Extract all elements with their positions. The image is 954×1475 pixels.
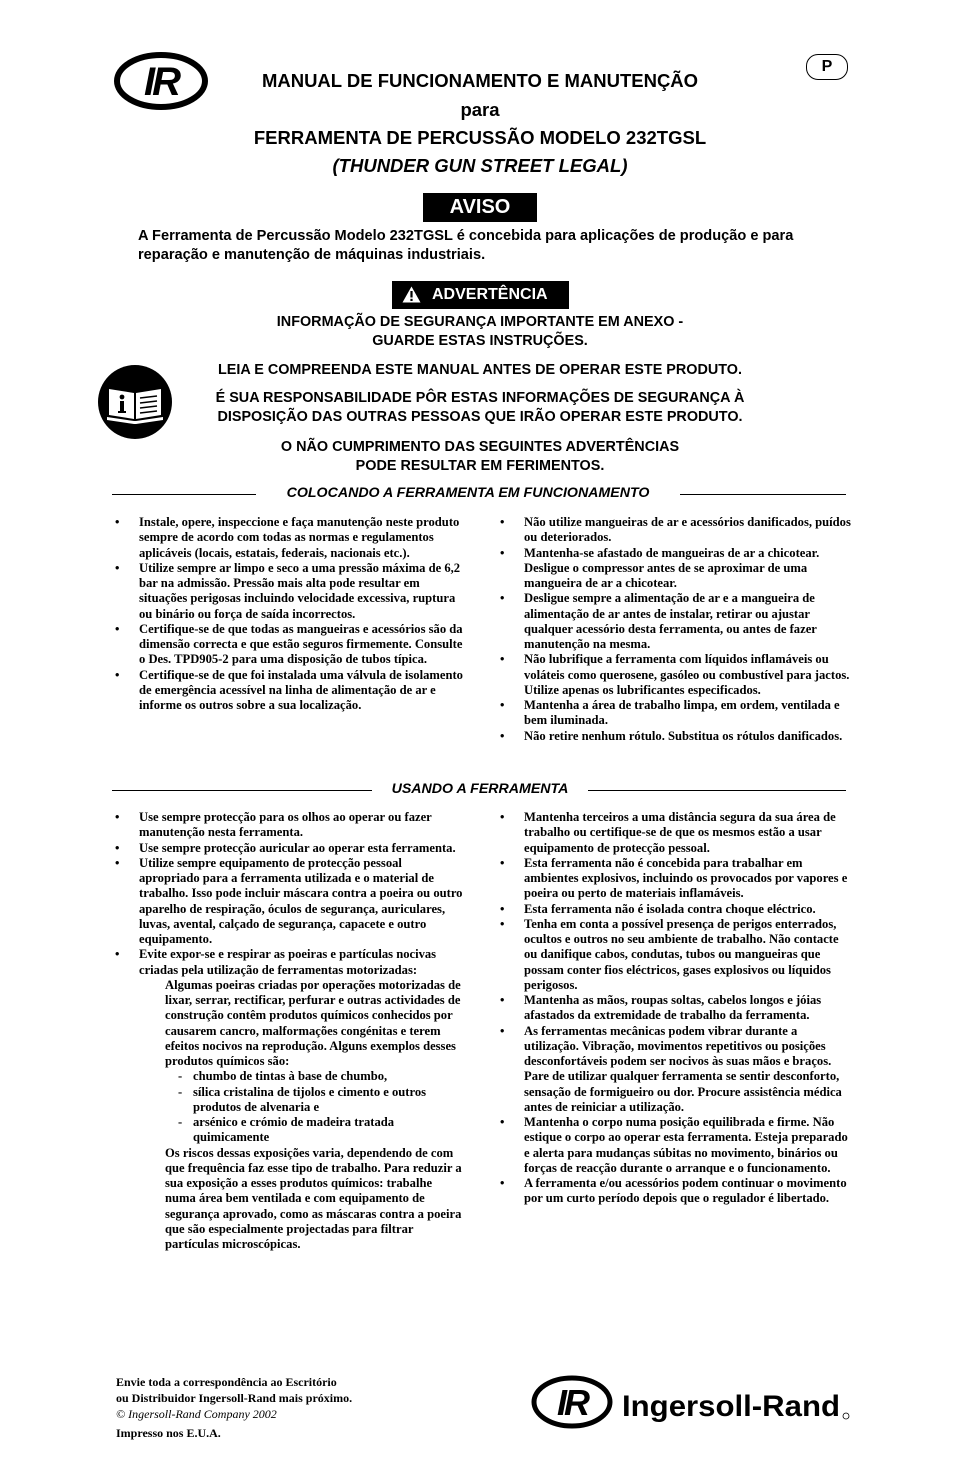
advertencia-label: ADVERTÊNCIA — [432, 286, 548, 303]
list-item: • Mantenha a área de trabalho limpa, em ordem, ventilada e bem iluminada. — [500, 698, 852, 729]
list-item: • Mantenha as mãos, roupas soltas, cabelos longos e jóias afastados da extremidade de trabalho da ferramenta. — [500, 993, 852, 1024]
brand-name-text: Ingersoll-Rand — [622, 1390, 840, 1423]
section-title-usando: USANDO A FERRAMENTA — [372, 781, 588, 797]
list-item: • Utilize sempre equipamento de protecção pessoal apropriado para a ferramenta utilizada e o material de trabalho. Isso pode incluir máscara contra a poeira ou outro aparelho de respiração, óculos de segurança, auriculares, luvas, avental, calçado de segurança, capacete e outro equipamento. — [115, 856, 463, 948]
ingersoll-rand-brand-logo — [530, 1370, 852, 1434]
footer-line-2: ou Distribuidor Ingersoll-Rand mais próximo. — [116, 1391, 353, 1405]
section1-right-list — [500, 515, 852, 744]
list-item — [115, 947, 463, 1252]
read-manual-text: LEIA E COMPREENDA ESTE MANUAL ANTES DE OPERAR ESTE PRODUTO. — [218, 362, 742, 378]
list-item: • Mantenha o corpo numa posição equilibrada e firme. Não estique o corpo ao operar esta ferramenta. Esteja preparado e alerta para mudanças súbitas no movimento, binários ou forças de reacção durante o arranque e o funcionamento. — [500, 1115, 852, 1176]
list-item: • Não utilize mangueiras de ar e acessórios danificados, puídos ou deteriorados. — [500, 515, 852, 546]
section2-right-list — [500, 810, 852, 1207]
list-item: • Utilize sempre ar limpo e seco a uma pressão máxima de 6,2 bar na admissão. Pressão mais alta pode resultar em situações perigosas incluindo velocidade excessiva, ruptura ou binário ou força de saída incorrectos. — [115, 561, 463, 622]
list-item: • Desligue sempre a alimentação de ar e a mangueira de alimentação de ar antes de instalar, retirar ou ajustar qualquer acessório desta ferramenta, ou antes de fazer manutenção na mesma. — [500, 591, 852, 652]
advertencia-banner — [392, 281, 569, 309]
dust-example-item: - sílica cristalina de tijolos e cimento e outros produtos de alvenaria e — [165, 1085, 463, 1116]
list-item: • Esta ferramenta não é concebida para trabalhar em ambientes explosivos, incluindo os provocados por vapores e poeira ou perto de materiais inflamáveis. — [500, 856, 852, 902]
title-line-1: MANUAL DE FUNCIONAMENTO E MANUTENÇÃO — [261, 70, 699, 91]
responsibility-line-1: É SUA RESPONSABILIDADE PÔR ESTAS INFORMAÇÕES DE SEGURANÇA À — [215, 390, 745, 406]
list-item: • Use sempre protecção auricular ao operar esta ferramenta. — [115, 841, 463, 856]
section1-left-list — [115, 515, 463, 713]
section2-left-column — [115, 810, 463, 1252]
list-item: • Instale, opere, inspeccione e faça manutenção neste produto sempre de acordo com todas as normas e regulamentos aplicáveis (locais, estatais, federais, nacionais etc.). — [115, 515, 463, 561]
aviso-text: A Ferramenta de Percussão Modelo 232TGSL é concebida para aplicações de produção e para reparação e manutenção de máquinas industriais. — [138, 228, 794, 263]
list-item: • Certifique-se de que todas as mangueiras e acessórios são da dimensão correcta e que estão seguros firmemente. Consulte o Des. TPD905-2 para uma disposição de tubos típica. — [115, 622, 463, 668]
section2-left-list — [115, 810, 463, 1252]
safety-info-line-1: INFORMAÇÃO DE SEGURANÇA IMPORTANTE EM ANEXO - — [276, 314, 684, 330]
section-title-colocando: COLOCANDO A FERRAMENTA EM FUNCIONAMENTO — [256, 485, 680, 501]
dust-example-item: - arsénico e crómio de madeira tratada quimicamente — [165, 1115, 463, 1146]
list-item: • As ferramentas mecânicas podem vibrar durante a utilização. Vibração, movimentos repetitivos ou posições desconfortáveis podem ser nocivos às suas mãos e braços. Pare de utilizar qualquer ferramenta se sentir desconforto, sensação de formigueiro ou dor. Procure assistência médica antes de reiniciar a utilização. — [500, 1024, 852, 1116]
list-item: • Não retire nenhum rótulo. Substitua os rótulos danificados. — [500, 729, 852, 744]
language-badge: P — [806, 54, 848, 80]
safety-info-line-2: GUARDE ESTAS INSTRUÇÕES. — [372, 333, 588, 349]
dust-outro: Os riscos dessas exposições varia, dependendo de com que frequência faz esse tipo de trabalho. Para reduzir a sua exposição a esses produtos químicos: trabalhe numa área bem ventilada e com equipamento de segurança aprovado, como as máscaras contra a poeira que são especialmente projectadas para filtrar partículas microscópicas. — [165, 1145, 462, 1251]
dust-example-item: - chumbo de tintas à base de chumbo, — [165, 1069, 463, 1084]
list-item: • Não lubrifique a ferramenta com líquidos inflamáveis ou voláteis como querosene, gasóleo ou combustível para jactos. Utilize apenas os lubrificantes especificados. — [500, 652, 852, 698]
list-item: • Mantenha-se afastado de mangueiras de ar a chicotear. Desligue o compressor antes de se aproximar de uma mangueira de ar a chicotear. — [500, 546, 852, 592]
failure-line-2: PODE RESULTAR EM FERIMENTOS. — [355, 458, 605, 474]
list-item: • Certifique-se de que foi instalada uma válvula de isolamento de emergência acessível na linha de alimentação de ar e informe os outros sobre a sua localização. — [115, 668, 463, 714]
warning-triangle-icon — [402, 286, 421, 303]
title-line-4: (THUNDER GUN STREET LEGAL) — [332, 155, 628, 176]
dust-examples-list — [139, 1069, 463, 1145]
list-item: • Tenha em conta a possível presença de perigos enterrados, ocultos e outros no seu ambiente de trabalho. Não contacte ou danifique cabos, condutas, tubos ou mangueiras que possam conter fios eléctricos, gases explosivos ou líquidos perigosos. — [500, 917, 852, 993]
list-item: • Mantenha terceiros a uma distância segura da sua área de trabalho ou certifique-se de que os mesmos estão a usar equipamento de protecção pessoal. — [500, 810, 852, 856]
footer-line-1: Envie toda a correspondência ao Escritório — [116, 1375, 337, 1389]
dust-bullet-text: Evite expor-se e respirar as poeiras e partículas nocivas criadas pela utilização de ferramentas motorizadas: — [139, 947, 437, 977]
dust-intro: Algumas poeiras criadas por operações motorizadas de lixar, serrar, rectificar, perfurar e outras actividades de construção contêm produtos químicos conhecidos por causarem cancro, malformações congénitas e terem efeitos nocivos na reprodução. Alguns exemplos desses produtos químicos são: — [165, 977, 461, 1068]
list-item: • Esta ferramenta não é isolada contra choque eléctrico. — [500, 902, 852, 917]
responsibility-line-2: DISPOSIÇÃO DAS OUTRAS PESSOAS QUE IRÃO OPERAR ESTE PRODUTO. — [217, 409, 743, 425]
list-item: • Use sempre protecção para os olhos ao operar ou fazer manutenção nesta ferramenta. — [115, 810, 463, 841]
footer-printed: Impresso nos E.U.A. — [116, 1426, 221, 1440]
failure-line-1: O NÃO CUMPRIMENTO DAS SEGUINTES ADVERTÊNCIAS — [280, 439, 680, 455]
logo-mark-text: IR — [144, 60, 178, 104]
footer-copyright: © Ingersoll-Rand Company 2002 — [116, 1407, 277, 1421]
title-line-2: para — [460, 99, 500, 120]
title-line-3: FERRAMENTA DE PERCUSSÃO MODELO 232TGSL — [253, 127, 707, 148]
aviso-label: AVISO — [423, 193, 537, 222]
read-manual-book-icon — [97, 364, 173, 440]
list-item: • A ferramenta e/ou acessórios podem continuar o movimento por um curto período depois que o regulador é libertado. — [500, 1176, 852, 1207]
brand-logo-mark: IR — [557, 1382, 587, 1423]
